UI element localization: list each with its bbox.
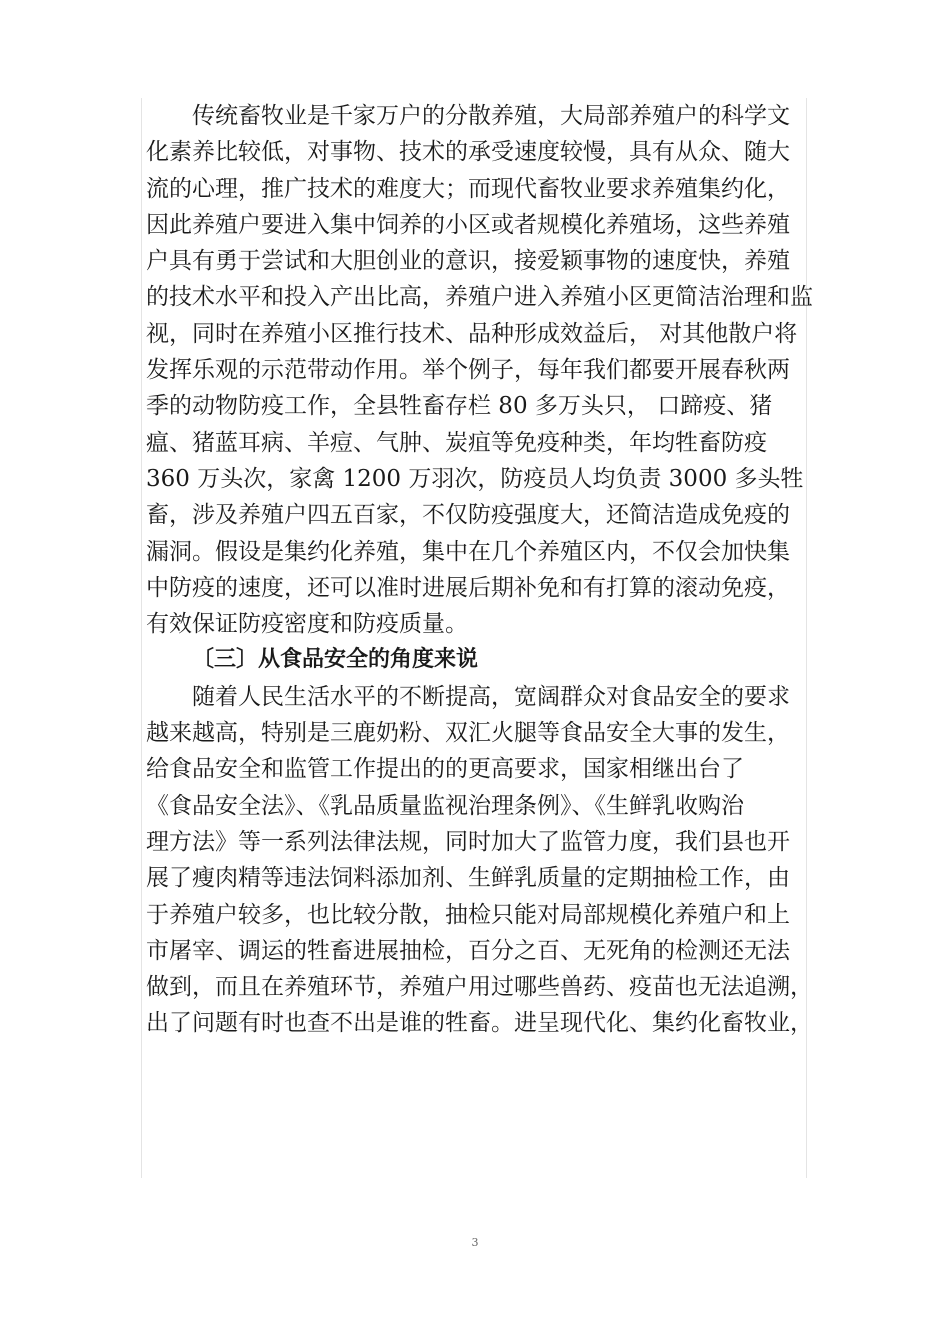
paragraph-line: 市屠宰、调运的牲畜进展抽检，百分之百、无死角的检测还无法 xyxy=(146,937,790,964)
paragraph-line: 360 万头次，家禽 1200 万羽次，防疫员人均负责 3000 多头牲 xyxy=(146,465,804,492)
paragraph-line: 季的动物防疫工作，全县牲畜存栏 80 多万头只， 口蹄疫、猪 xyxy=(146,393,773,420)
paragraph-line: 出了问题有时也查不出是谁的牲畜。进呈现代化、集约化畜牧业， xyxy=(146,1010,813,1037)
paragraph-line: 做到，而且在养殖环节，养殖户用过哪些兽药、疫苗也无法追溯， xyxy=(146,974,813,1001)
paragraph-line: 《食品安全法》、《乳品质量监视治理条例》、《生鲜乳收购治 xyxy=(146,792,744,819)
paragraph-line: 化素养比较低，对事物、技术的承受速度较慢，具有从众、随大 xyxy=(146,139,790,166)
paragraph-line: 理方法》等一系列法律法规，同时加大了监管力度，我们县也开 xyxy=(146,828,790,855)
paragraph-line: 漏洞。假设是集约化养殖，集中在几个养殖区内，不仅会加快集 xyxy=(146,538,790,565)
paragraph-line: 传统畜牧业是千家万户的分散养殖，大局部养殖户的科学文 xyxy=(192,103,790,129)
paragraph-line: 因此养殖户要进入集中饲养的小区或者规模化养殖场，这些养殖 xyxy=(146,211,790,238)
paragraph-2 xyxy=(146,679,826,1042)
paragraph-line: 越来越高，特别是三鹿奶粉、双汇火腿等食品安全大事的发生， xyxy=(146,720,790,747)
paragraph-line: 有效保证防疫密度和防疫质量。 xyxy=(146,611,468,638)
paragraph-line: 于养殖户较多，也比较分散，抽检只能对局部规模化养殖户和上 xyxy=(146,901,790,928)
page-number: 3 xyxy=(471,1236,479,1249)
paragraph-line: 展了瘦肉精等违法饲料添加剂、生鲜乳质量的定期抽检工作，由 xyxy=(146,865,790,892)
paragraph-line: 中防疫的速度，还可以准时进展后期补免和有打算的滚动免疫， xyxy=(146,574,790,601)
paragraph-line: 发挥乐观的示范带动作用。举个例子，每年我们都要开展春秋两 xyxy=(146,357,790,384)
paragraph-line: 随着人民生活水平的不断提高，宽阔群众对食品安全的要求 xyxy=(192,683,790,710)
paragraph-line: 户具有勇于尝试和大胆创业的意识，接爱颖事物的速度快，养殖 xyxy=(146,248,790,275)
paragraph-line: 流的心理，推广技术的难度大；而现代畜牧业要求养殖集约化， xyxy=(146,175,790,202)
paragraph-line: 给食品安全和监管工作提出的的更高要求，国家相继出台了 xyxy=(146,756,744,783)
paragraph-line: 的技术水平和投入产出比高，养殖户进入养殖小区更简洁治理和监 xyxy=(146,284,813,311)
paragraph-line: 畜，涉及养殖户四五百家，不仅防疫强度大，还简洁造成免疫的 xyxy=(146,502,790,529)
document-body xyxy=(146,98,826,1042)
paragraph-line: 瘟、猪蓝耳病、羊痘、气肿、炭疽等免疫种类，年均牲畜防疫 xyxy=(146,429,767,456)
paragraph-line: 视，同时在养殖小区推行技术、品种形成效益后， 对其他散户将 xyxy=(146,320,798,347)
paragraph-1 xyxy=(146,98,826,642)
section-heading: 〔三〕从食品安全的角度来说 xyxy=(192,647,479,673)
